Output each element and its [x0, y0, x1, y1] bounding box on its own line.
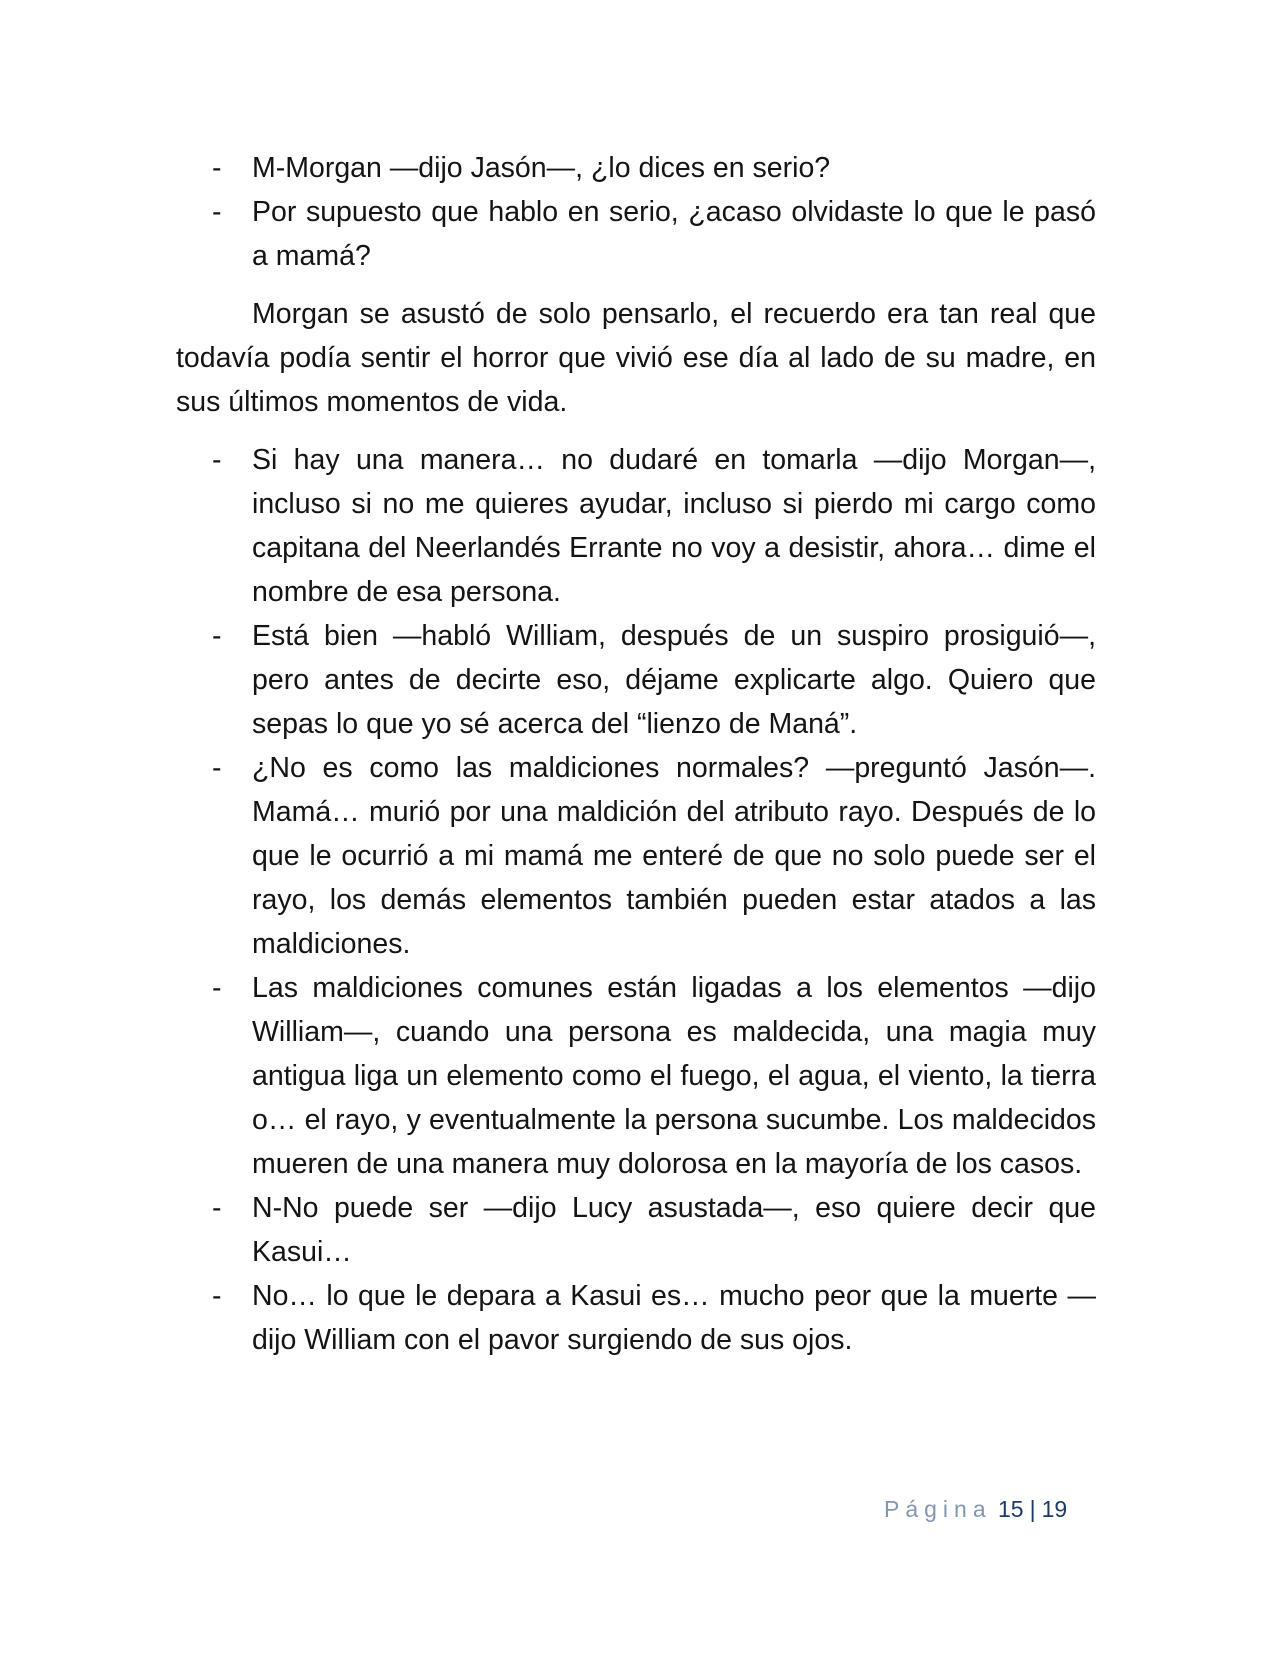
dialogue-list	[176, 438, 1096, 1362]
dialogue-line	[176, 1274, 1096, 1362]
dialogue-line	[176, 1186, 1096, 1274]
dialogue-line	[176, 438, 1096, 614]
dialogue-line	[176, 966, 1096, 1186]
dialogue-list	[176, 146, 1096, 278]
dialogue-line	[176, 614, 1096, 746]
page-body	[176, 146, 1096, 1362]
dialogue-dash: -	[212, 196, 222, 228]
page-label: Página	[884, 1496, 992, 1522]
dialogue-dash: -	[212, 1192, 222, 1224]
dialogue-line	[176, 746, 1096, 966]
dialogue-dash: -	[212, 444, 222, 476]
dialogue-text: M-Morgan —dijo Jasón—, ¿lo dices en serio?	[252, 152, 831, 184]
dialogue-text: N-No puede ser —dijo Lucy asustada—, eso quiere decir que Kasui…	[252, 1192, 1096, 1268]
dialogue-dash: -	[212, 972, 222, 1004]
dialogue-text: Si hay una manera… no dudaré en tomarla —dijo Morgan—, incluso si no me quieres ayudar, incluso si pierdo mi cargo como capitana del Neerlandés Errante no voy a desistir, ahora… dime el nombre de esa persona.	[252, 444, 1096, 608]
dialogue-dash: -	[212, 1280, 222, 1312]
dialogue-dash: -	[212, 752, 222, 784]
dialogue-dash: -	[212, 152, 222, 184]
dialogue-text: Por supuesto que hablo en serio, ¿acaso olvidaste lo que le pasó a mamá?	[252, 196, 1096, 272]
dialogue-text: Las maldiciones comunes están ligadas a los elementos —dijo William—, cuando una persona es maldecida, una magia muy antigua liga un elemento como el fuego, el agua, el viento, la tierra o… el rayo, y eventualmente la persona sucumbe. Los maldecidos mueren de una manera muy dolorosa en la mayoría de los casos.	[252, 972, 1096, 1180]
dialogue-text: No… lo que le depara a Kasui es… mucho peor que la muerte —dijo William con el pavor surgiendo de sus ojos.	[252, 1280, 1096, 1356]
dialogue-line	[176, 146, 1096, 190]
dialogue-dash: -	[212, 620, 222, 652]
dialogue-text: ¿No es como las maldiciones normales? —preguntó Jasón—. Mamá… murió por una maldición del atributo rayo. Después de lo que le ocurrió a mi mamá me enteré de que no solo puede ser el rayo, los demás elementos también pueden estar atados a las maldiciones.	[252, 752, 1096, 960]
page-footer	[884, 1494, 1067, 1524]
current-page-number: 15	[998, 1496, 1024, 1522]
dialogue-line	[176, 190, 1096, 278]
total-pages-number: 19	[1041, 1496, 1068, 1522]
page-separator: |	[1029, 1496, 1036, 1522]
dialogue-text: Está bien —habló William, después de un suspiro prosiguió—, pero antes de decirte eso, déjame explicarte algo. Quiero que sepas lo que yo sé acerca del “lienzo de Maná”.	[252, 620, 1096, 740]
narration-paragraph: Morgan se asustó de solo pensarlo, el recuerdo era tan real que todavía podía sentir el horror que vivió ese día al lado de su madre, en sus últimos momentos de vida.	[176, 298, 1096, 418]
